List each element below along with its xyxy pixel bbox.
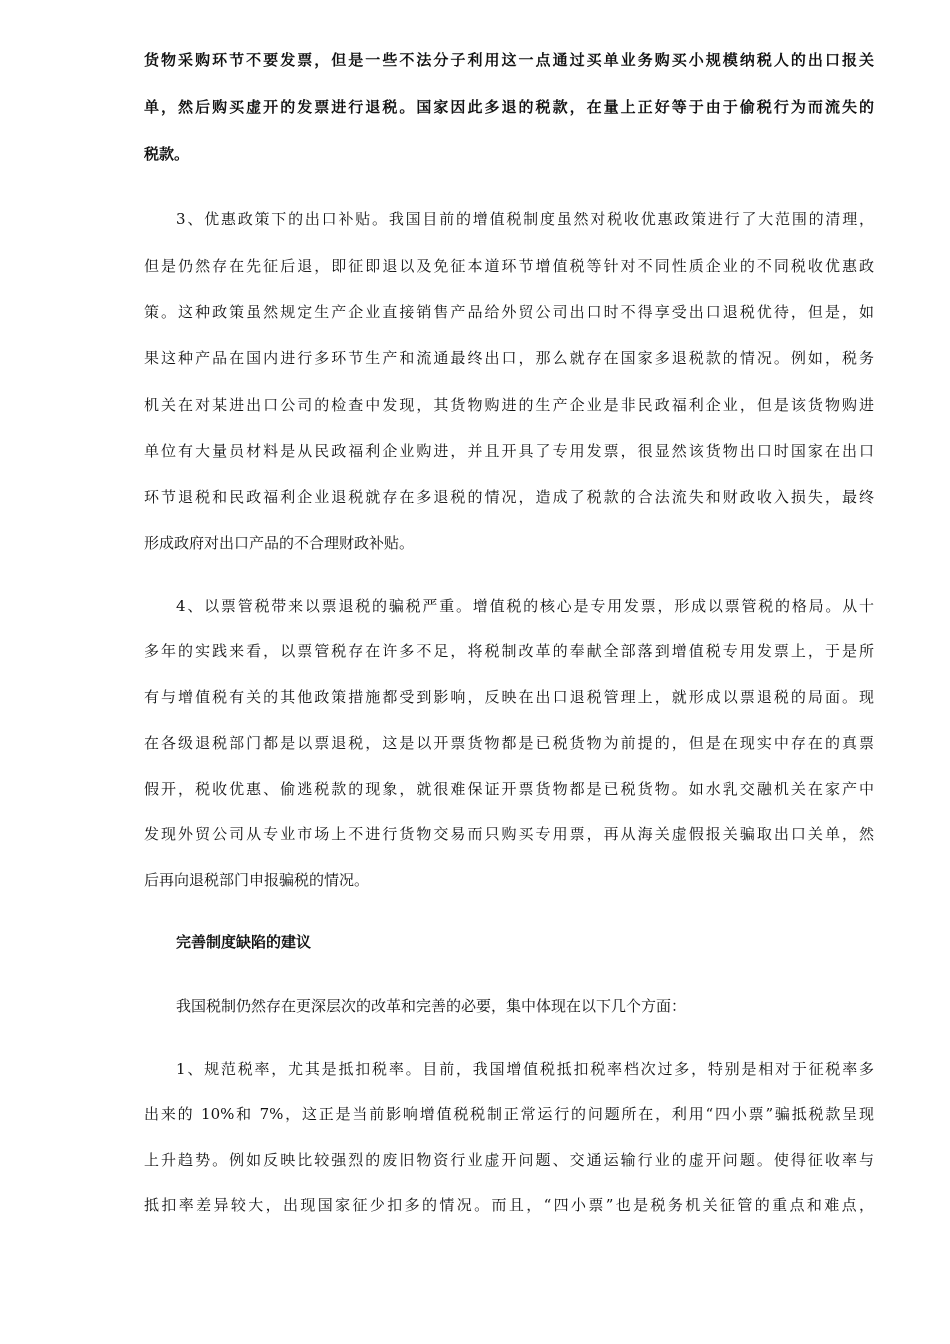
paragraph-line: 4、以票管税带来以票退税的骗税严重。增值税的核心是专用发票，形成以票管税的格局。从十 [176,597,874,615]
paragraph-line: 有与增值税有关的其他政策措施都受到影响，反映在出口退税管理上，就形成以票退税的局面。现 [144,688,874,706]
paragraph-line: 环节退税和民政福利企业退税就存在多退税的情况，造成了税款的合法流失和财政收入损失，最终 [144,488,874,506]
section-heading: 完善制度缺陷的建议 [176,933,312,951]
paragraph-line: 税款。 [144,145,190,163]
paragraph-line: 3、优惠政策下的出口补贴。我国目前的增值税制度虽然对税收优惠政策进行了大范围的清理， [176,210,874,228]
paragraph-line: 假开，税收优惠、偷逃税款的现象，就很难保证开票货物都是已税货物。如水乳交融机关在家产中 [144,780,874,798]
paragraph-line: 单，然后购买虚开的发票进行退税。国家因此多退的税款，在量上正好等于由于偷税行为而流失的 [144,98,874,116]
paragraph-line: 果这种产品在国内进行多环节生产和流通最终出口，那么就存在国家多退税款的情况。例如，税务 [144,349,874,367]
paragraph-line: 1、规范税率，尤其是抵扣税率。目前，我国增值税抵扣税率档次过多，特别是相对于征税率多 [176,1060,874,1078]
paragraph-line: 抵扣率差异较大，出现国家征少扣多的情况。而且，“四小票”也是税务机关征管的重点和难点， [144,1196,874,1214]
paragraph-line: 多年的实践来看，以票管税存在许多不足，将税制改革的奉献全部落到增值税专用发票上，于是所 [144,642,874,660]
paragraph-line: 形成政府对出口产品的不合理财政补贴。 [144,534,415,552]
paragraph-line: 货物采购环节不要发票，但是一些不法分子利用这一点通过买单业务购买小规模纳税人的出口报关 [144,51,874,69]
paragraph-line: 机关在对某进出口公司的检查中发现，其货物购进的生产企业是非民政福利企业，但是该货物购进 [144,396,874,414]
paragraph-line: 上升趋势。例如反映比较强烈的废旧物资行业虚开问题、交通运输行业的虚开问题。使得征收率与 [144,1151,874,1169]
paragraph-line: 单位有大量员材料是从民政福利企业购进，并且开具了专用发票，很显然该货物出口时国家在出口 [144,442,874,460]
section-intro: 我国税制仍然存在更深层次的改革和完善的必要，集中体现在以下几个方面： [176,997,687,1015]
paragraph-line: 策。这种政策虽然规定生产企业直接销售产品给外贸公司出口时不得享受出口退税优待，但是，如 [144,303,874,321]
paragraph-line: 后再向退税部门申报骗税的情况。 [144,871,370,889]
paragraph-line: 出来的 10%和 7%，这正是当前影响增值税税制正常运行的问题所在，利用“四小票”骗抵税款呈现 [144,1105,874,1123]
paragraph-line: 发现外贸公司从专业市场上不进行货物交易而只购买专用票，再从海关虚假报关骗取出口关单，然 [144,825,874,843]
paragraph-line: 在各级退税部门都是以票退税，这是以开票货物都是已税货物为前提的，但是在现实中存在的真票 [144,734,874,752]
paragraph-line: 但是仍然存在先征后退，即征即退以及免征本道环节增值税等针对不同性质企业的不同税收优惠政 [144,257,874,275]
